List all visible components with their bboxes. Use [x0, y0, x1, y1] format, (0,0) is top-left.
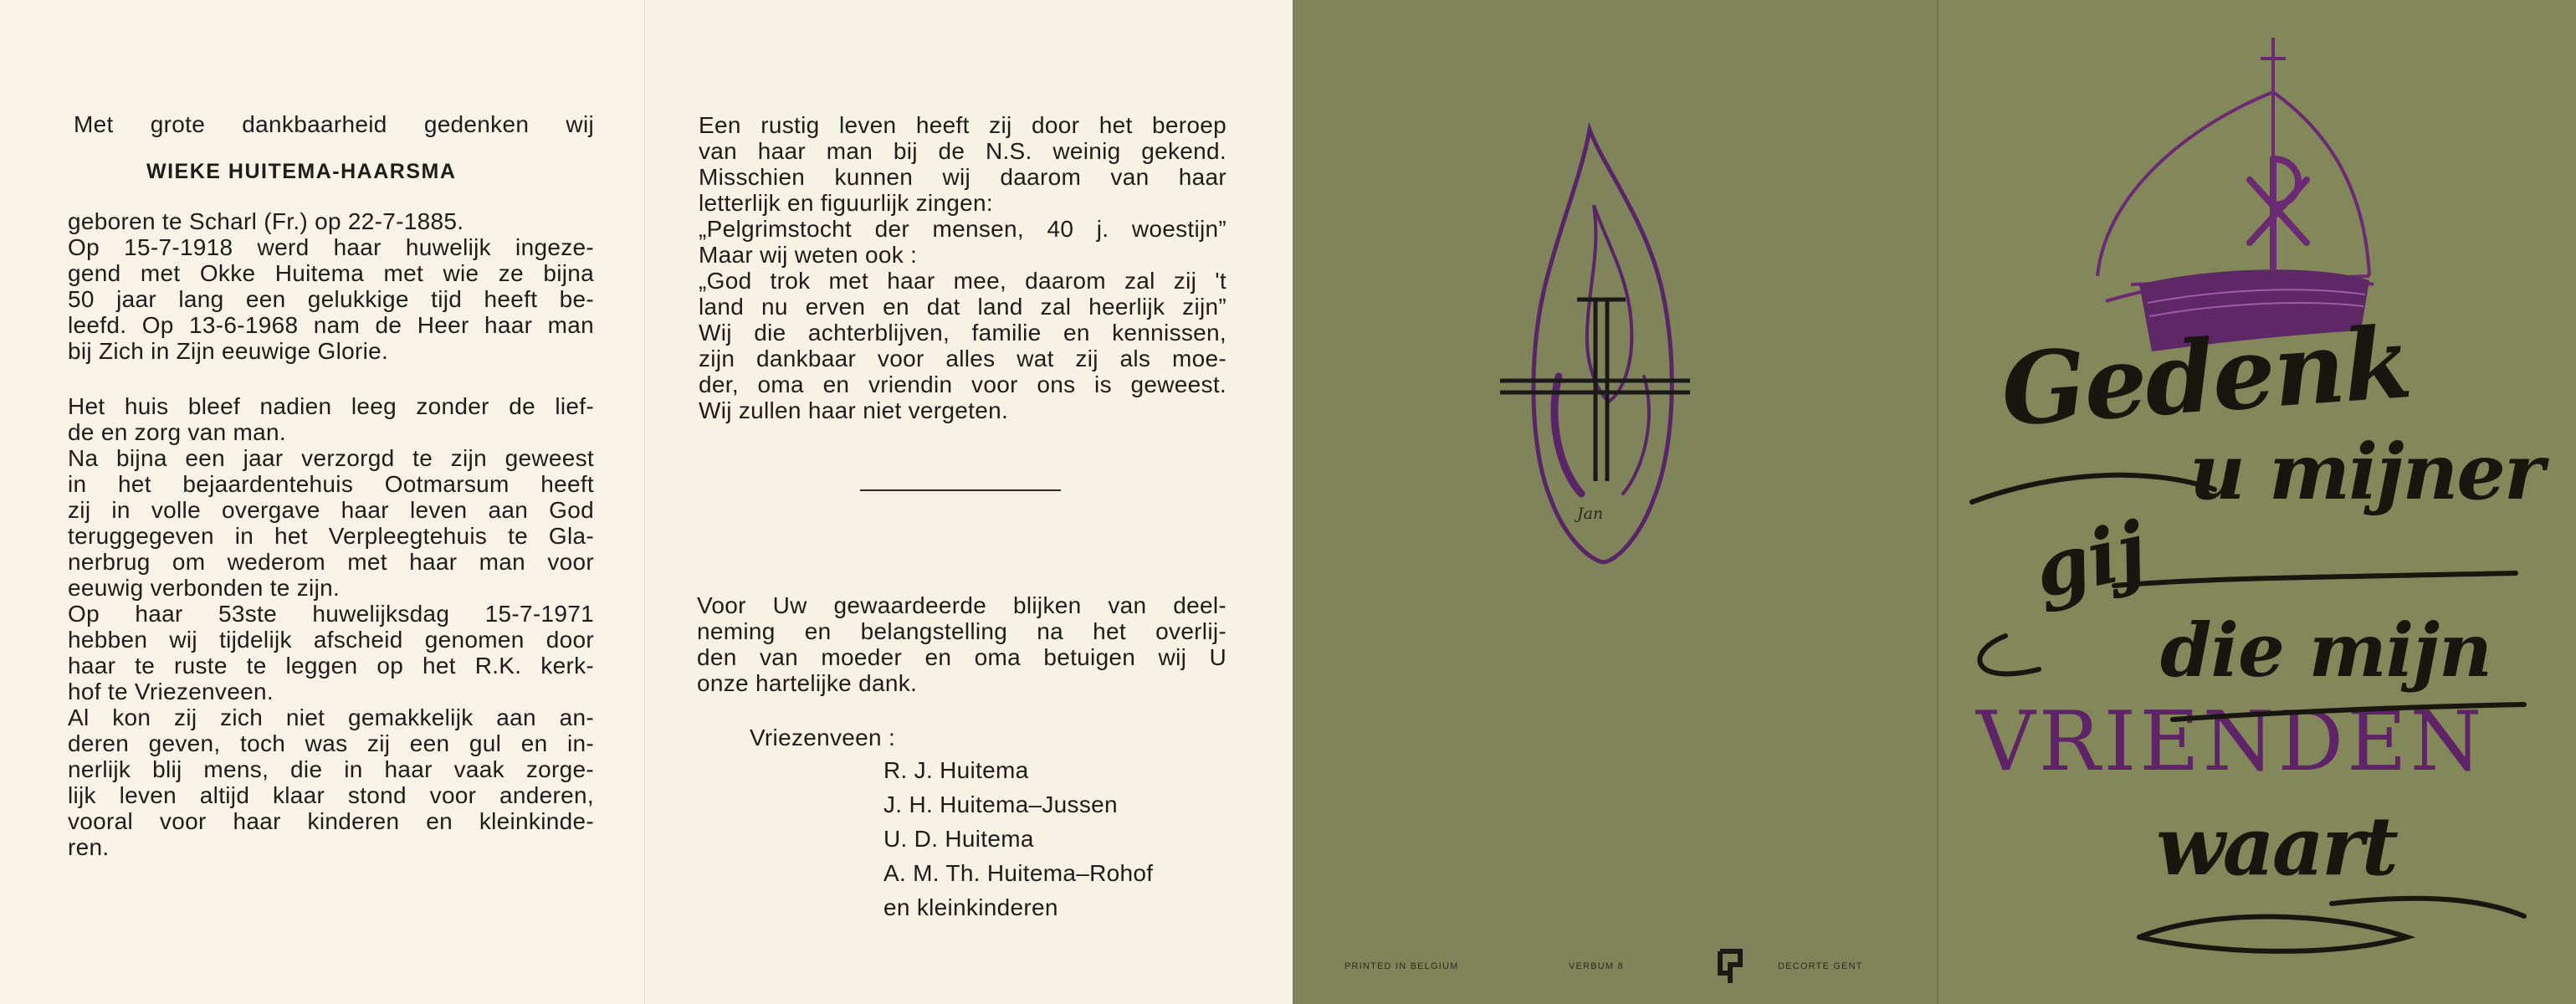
text-line: haar te ruste te leggen op het R.K. kerk- — [68, 653, 594, 679]
publisher-logo-icon — [1715, 948, 1749, 986]
biography-paragraph-2 — [68, 393, 594, 860]
text-line: land nu erven en dat land zal heerlijk zijn” — [699, 294, 1227, 320]
calligraphy-u-mijner: u mijner — [2189, 427, 2543, 517]
text-line: van haar man bij de N.S. weinig gekend. — [699, 138, 1227, 164]
cross-caption: Jan — [1577, 505, 1604, 523]
intro-line: Met grote dankbaarheid gedenken wij — [74, 111, 594, 137]
text-line: de en zorg van man. — [68, 419, 286, 445]
text-line: Een rustig leven heeft zij door het beroep — [699, 112, 1227, 138]
text-line: vooral voor haar kinderen en kleinkinde- — [68, 808, 594, 834]
flame-outline — [1534, 130, 1672, 562]
signer-name: U. D. Huitema — [883, 826, 1034, 852]
text-line: Voor Uw gewaardeerde blijken van deel- — [697, 592, 1227, 618]
printed-in-label: PRINTED IN BELGIUM — [1344, 961, 1459, 971]
text-line: lijk leven altijd klaar stond voor anderen, — [68, 782, 594, 808]
calligraphy-gij: gij — [2026, 504, 2154, 616]
text-line: onze hartelijke dank. — [697, 670, 918, 696]
text-line: nerbrug om wederom met haar man voor — [68, 549, 594, 575]
text-line: hebben wij tijdelijk afscheid genomen door — [68, 627, 594, 653]
signer-name: A. M. Th. Huitema–Rohof — [883, 860, 1154, 886]
text-line: 50 jaar lang een gelukkige tijd heeft be- — [68, 286, 594, 312]
text-line: in het bejaardentehuis Ootmarsum heeft — [68, 471, 594, 497]
decorte-label: DECORTE GENT — [1778, 961, 1863, 971]
text-line: den van moeder en oma betuigen wij U — [697, 644, 1227, 670]
divider-rule — [860, 489, 1061, 491]
text-line: geboren te Scharl (Fr.) op 22-7-1885. — [68, 208, 464, 234]
text-line: deren geven, toch was zij een gul en in- — [68, 730, 594, 756]
text-line: eeuwig verbonden te zijn. — [68, 575, 341, 601]
front-cover — [1937, 0, 2576, 1004]
text-line: zij in volle overgave haar leven aan God — [68, 497, 594, 523]
text-line: Misschien kunnen wij daarom van haar — [699, 164, 1227, 190]
text-line: nerlijk blij mens, die in haar vaak zorge- — [68, 756, 594, 782]
text-line: Al kon zij zich niet gemakkelijk aan an- — [68, 704, 594, 730]
text-line: Op haar 53ste huwelijksdag 15-7-1971 — [68, 601, 594, 627]
verbum-label: VERBUM 8 — [1569, 961, 1624, 971]
inside-left-page — [0, 0, 644, 1004]
signer-name: R. J. Huitema — [883, 757, 1029, 783]
text-line: Op 15-7-1918 werd haar huwelijk ingeze- — [68, 234, 594, 260]
remembrance-paragraph — [699, 112, 1227, 423]
text-line: neming en belangstelling na het overlij- — [697, 618, 1227, 644]
text-line: der, oma en vriendin voor ons is geweest. — [699, 371, 1227, 397]
calligraphy-waart: waart — [2156, 799, 2396, 894]
signer-name: J. H. Huitema–Jussen — [883, 791, 1118, 817]
signers-list — [883, 757, 1153, 929]
cross-icon — [1500, 300, 1690, 481]
calligraphy-flourishes — [1938, 0, 2576, 1004]
text-line: Wij zullen haar niet vergeten. — [699, 397, 1009, 423]
calligraphy-vrienden: VRIENDEN — [1976, 694, 2486, 790]
biography-paragraph-1 — [68, 208, 594, 364]
text-line: Na bijna een jaar verzorgd te zijn geweest — [68, 445, 594, 471]
text-line: zijn dankbaar voor alles wat zij als moe- — [699, 346, 1227, 371]
text-line: hof te Vriezenveen. — [68, 679, 274, 704]
thanks-paragraph — [697, 592, 1227, 696]
place-line: Vriezenveen : — [750, 725, 896, 750]
inside-right-page — [644, 0, 1293, 1004]
text-line: bij Zich in Zijn eeuwige Glorie. — [68, 338, 389, 364]
text-line: Wij die achterblijven, familie en kennissen, — [699, 320, 1227, 346]
text-line: ren. — [68, 834, 110, 860]
text-line: „God trok met haar mee, daarom zal zij 't — [699, 268, 1227, 294]
text-line: „Pelgrimstocht der mensen, 40 j. woestijn” — [699, 216, 1227, 242]
deceased-name: WIEKE HUITEMA-HAARSMA — [146, 160, 457, 183]
text-line: gend met Okke Huitema met wie ze bijna — [68, 260, 594, 286]
text-line: Maar wij weten ook : — [699, 242, 918, 268]
text-line: leefd. Op 13-6-1968 nam de Heer haar man — [68, 312, 594, 338]
back-cover — [1293, 0, 1937, 1004]
signer-name: en kleinkinderen — [883, 894, 1058, 920]
text-line: teruggegeven in het Verpleegtehuis te Gla- — [68, 523, 594, 549]
text-line: letterlijk en figuurlijk zingen: — [699, 190, 993, 216]
calligraphy-gedenk: Gedenk — [1997, 304, 2415, 448]
calligraphy-die-mijn: die mijn — [2160, 607, 2491, 694]
flame-cross-emblem — [1293, 0, 1937, 1004]
text-line: Het huis bleef nadien leeg zonder de lief- — [68, 393, 594, 419]
